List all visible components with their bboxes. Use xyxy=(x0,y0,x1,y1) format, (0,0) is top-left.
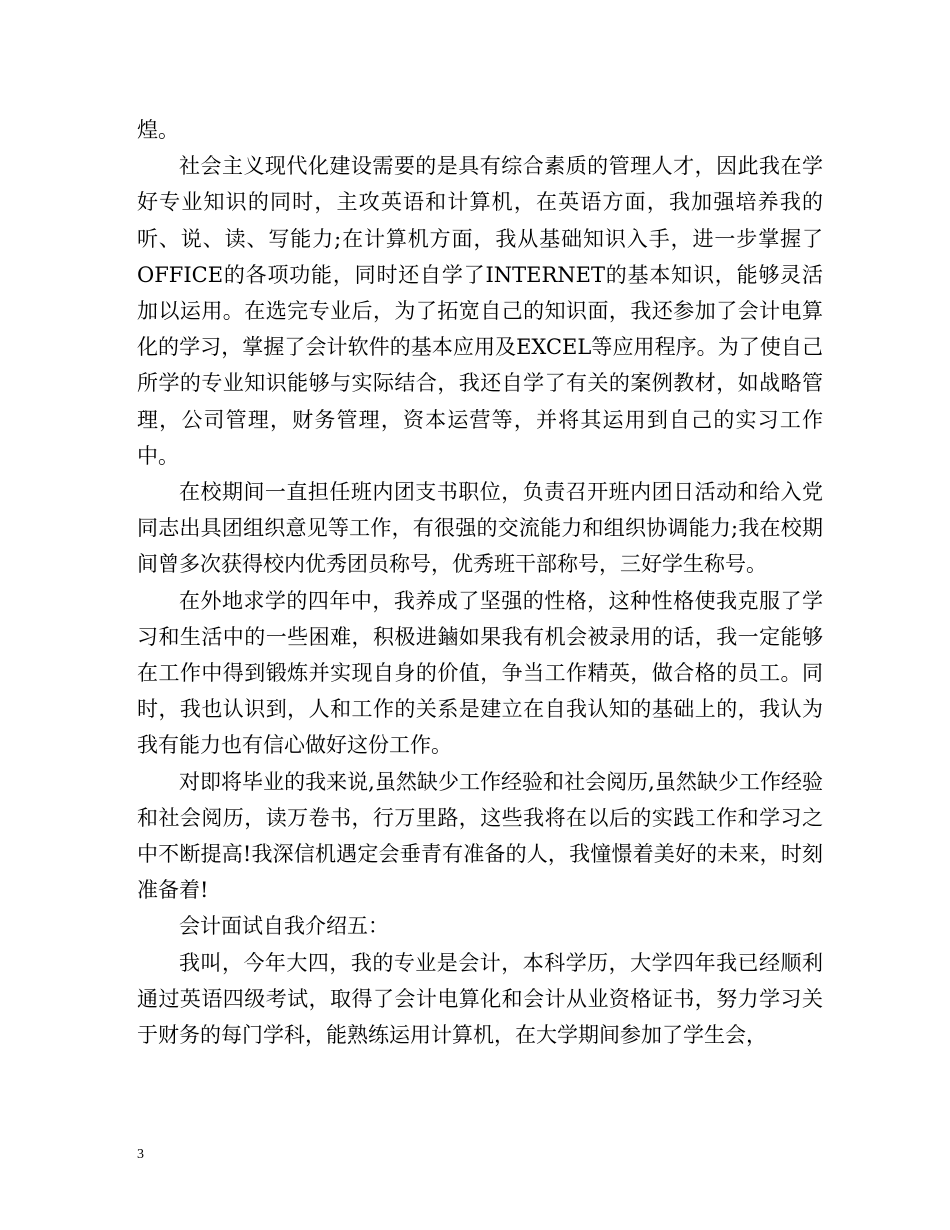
paragraph-campus-roles: 在校期间一直担任班内团支书职位，负责召开班内团日活动和给入党同志出具团组织意见等工作，有很强的交流能力和组织协调能力;我在校期间曾多次获得校内优秀团员称号，优秀班干部称号，三好学生称号。 xyxy=(137,480,823,577)
paragraph-skills: 社会主义现代化建设需要的是具有综合素质的管理人才，因此我在学好专业知识的同时，主攻英语和计算机，在英语方面，我加强培养我的听、说、读、写能力;在计算机方面，我从基础知识入手，进一步掌握了OFFICE的各项功能，同时还自学了INTERNET的基本知识，能够灵活加以运用。在选完专业后，为了拓宽自己的知识面，我还参加了会计电算化的学习，掌握了会计软件的基本应用及EXCEL等应用程序。为了使自己所学的专业知识能够与实际结合，我还自学了有关的案例教材，如战略管理，公司管理，财务管理，资本运营等，并将其运用到自己的实习工作中。 xyxy=(137,154,823,468)
paragraph-character: 在外地求学的四年中，我养成了坚强的性格，这种性格使我克服了学习和生活中的一些困难，积极进鏀如果我有机会被录用的话，我一定能够在工作中得到锻炼并实现自身的价值，争当工作精英，做合格的员工。同时，我也认识到，人和工作的关系是建立在自我认知的基础上的，我认为我有能力也有信心做好这份工作。 xyxy=(137,588,823,758)
document-body xyxy=(137,112,823,1053)
paragraph-outlook: 对即将毕业的我来说,虽然缺少工作经验和社会阅历,虽然缺少工作经验和社会阅历，读万卷书，行万里路，这些我将在以后的实践工作和学习之中不断提高!我深信机遇定会垂青有准备的人，我憧憬着美好的未来，时刻准备着! xyxy=(137,769,823,903)
page-number: 3 xyxy=(137,1147,144,1162)
section-heading: 会计面试自我介绍五： xyxy=(179,914,389,939)
paragraph-continuation: 煌。 xyxy=(137,118,179,142)
paragraph-introduction: 我叫，今年大四，我的专业是会计，本科学历，大学四年我已经顺利通过英语四级考试，取得了会计电算化和会计从业资格证书，努力学习关于财务的每门学科，能熟练运用计算机，在大学期间参加了学生会， xyxy=(137,950,823,1048)
